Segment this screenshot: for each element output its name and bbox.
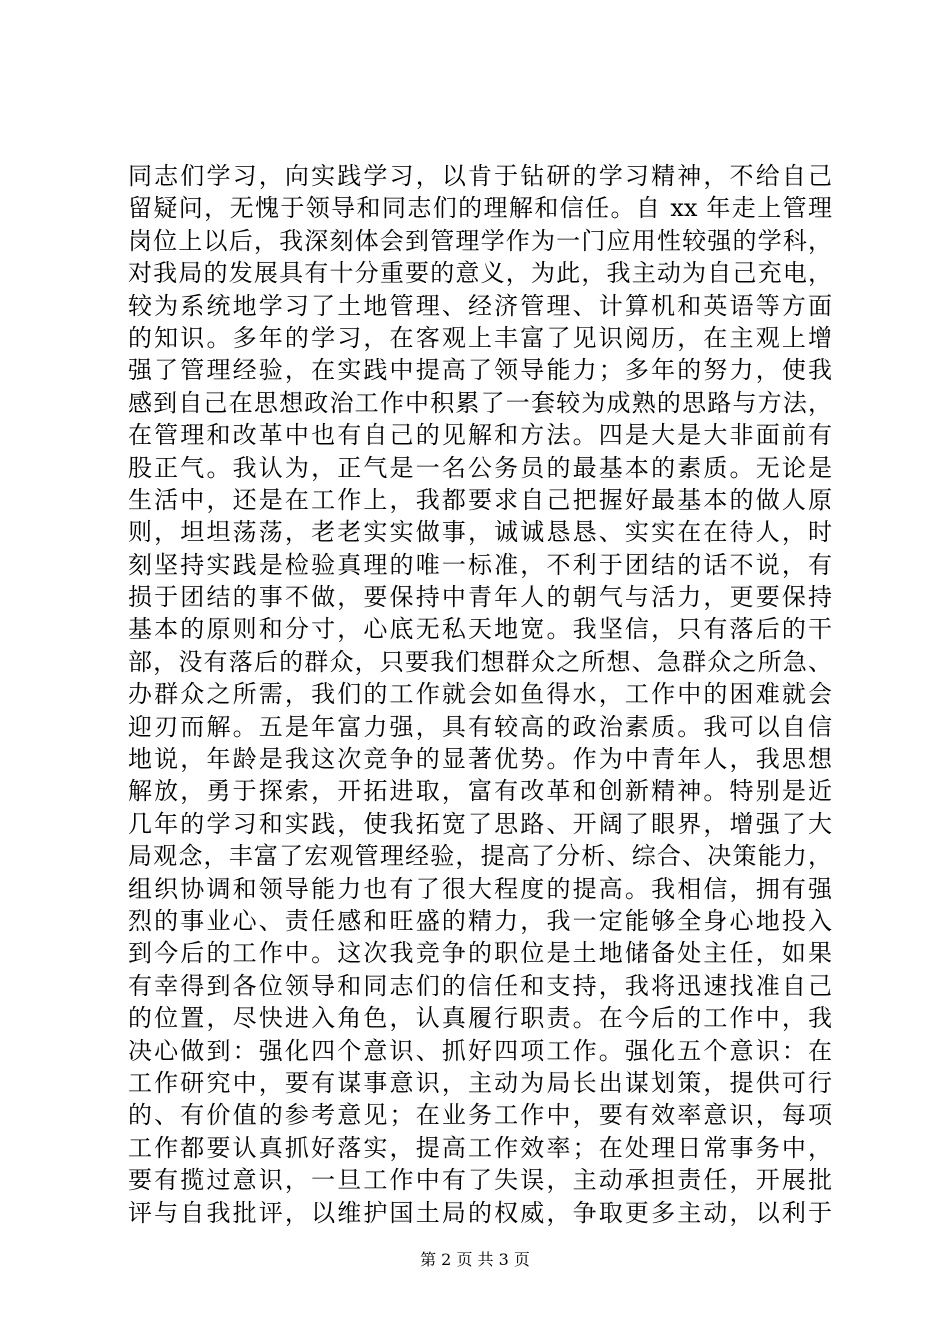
text-line: 工作研究中，要有谋事意识，主动为局长出谋划策，提供可行 <box>128 1068 832 1097</box>
text-line: 办群众之所需，我们的工作就会如鱼得水，工作中的困难就会 <box>128 680 832 709</box>
text-line: 留疑问，无愧于领导和同志们的理解和信任。自 xx 年走上管理 <box>128 194 832 223</box>
text-line: 损于团结的事不做，要保持中青年人的朝气与活力，更要保持 <box>128 583 832 612</box>
text-line: 岗位上以后，我深刻体会到管理学作为一门应用性较强的学科， <box>128 226 832 255</box>
text-line: 感到自己在思想政治工作中积累了一套较为成熟的思路与方法， <box>128 388 832 417</box>
text-line: 到今后的工作中。这次我竞争的职位是土地储备处主任，如果 <box>128 939 832 968</box>
text-line: 较为系统地学习了土地管理、经济管理、计算机和英语等方面 <box>128 291 832 320</box>
text-line: 对我局的发展具有十分重要的意义，为此，我主动为自己充电， <box>128 259 832 288</box>
text-line: 工作都要认真抓好落实，提高工作效率；在处理日常事务中， <box>128 1133 832 1162</box>
text-line: 强了管理经验，在实践中提高了领导能力；多年的努力，使我 <box>128 356 832 385</box>
text-line: 同志们学习，向实践学习，以肯于钻研的学习精神，不给自己 <box>128 162 832 190</box>
text-line: 要有揽过意识，一旦工作中有了失误，主动承担责任，开展批 <box>128 1166 832 1195</box>
text-line: 生活中，还是在工作上，我都要求自己把握好最基本的做人原 <box>128 485 832 514</box>
text-line: 烈的事业心、责任感和旺盛的精力，我一定能够全身心地投入 <box>128 906 832 935</box>
text-line: 的、有价值的参考意见；在业务工作中，要有效率意识，每项 <box>128 1101 832 1130</box>
text-line: 股正气。我认为，正气是一名公务员的最基本的素质。无论是 <box>128 453 832 482</box>
text-line: 刻坚持实践是检验真理的唯一标准，不利于团结的话不说，有 <box>128 550 832 579</box>
text-line: 的知识。多年的学习，在客观上丰富了见识阅历，在主观上增 <box>128 323 832 352</box>
text-line: 组织协调和领导能力也有了很大程度的提高。我相信，拥有强 <box>128 874 832 903</box>
text-line: 则，坦坦荡荡，老老实实做事，诚诚恳恳、实实在在待人，时 <box>128 518 832 547</box>
body-text <box>128 160 832 1229</box>
text-line: 部，没有落后的群众，只要我们想群众之所想、急群众之所急、 <box>128 647 832 676</box>
text-line: 解放，勇于探索，开拓进取，富有改革和创新精神。特别是近 <box>128 777 832 806</box>
text-line: 有幸得到各位领导和同志们的信任和支持，我将迅速找准自己 <box>128 971 832 1000</box>
text-line: 在管理和改革中也有自己的见解和方法。四是大是大非面前有 <box>128 421 832 450</box>
text-line: 基本的原则和分寸，心底无私天地宽。我坚信，只有落后的干 <box>128 615 832 644</box>
text-line: 迎刃而解。五是年富力强，具有较高的政治素质。我可以自信 <box>128 712 832 741</box>
text-line: 的位置，尽快进入角色，认真履行职责。在今后的工作中，我 <box>128 1004 832 1033</box>
text-line: 几年的学习和实践，使我拓宽了思路、开阔了眼界，增强了大 <box>128 809 832 838</box>
text-line: 地说，年龄是我这次竞争的显著优势。作为中青年人，我思想 <box>128 745 832 774</box>
text-line: 评与自我批评，以维护国土局的权威，争取更多主动，以利于 <box>128 1198 832 1227</box>
text-line: 决心做到：强化四个意识、抓好四项工作。强化五个意识：在 <box>128 1036 832 1065</box>
text-line: 局观念，丰富了宏观管理经验，提高了分析、综合、决策能力， <box>128 842 832 871</box>
page-footer: 第 2 页 共 3 页 <box>420 1250 530 1269</box>
